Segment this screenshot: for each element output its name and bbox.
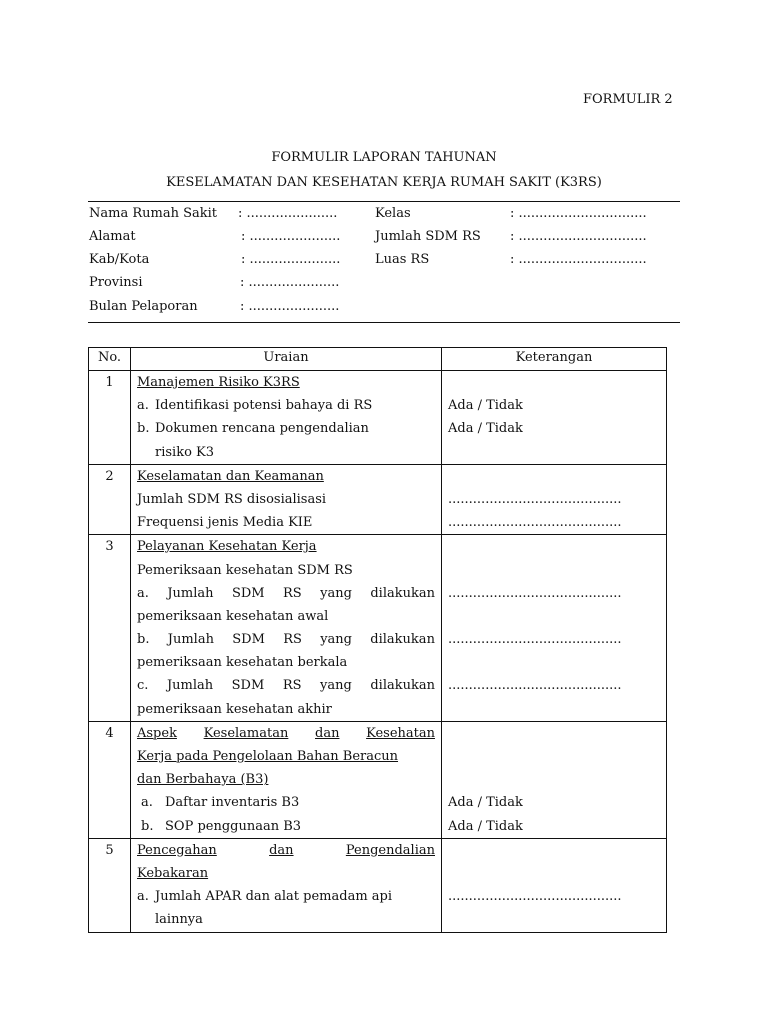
fill-dots[interactable]: .......................................... (448, 889, 622, 905)
report-table (88, 347, 667, 933)
nama-rs-field[interactable]: : ...................... (238, 206, 338, 221)
word: Jumlah (167, 632, 214, 648)
word: RS (282, 678, 302, 694)
provinsi-field[interactable]: : ...................... (240, 275, 340, 290)
word: Aspek (137, 725, 177, 741)
justified-line (137, 582, 435, 605)
word: Pencegahan (137, 842, 217, 858)
fill-dots[interactable]: .......................................... (448, 585, 622, 601)
kelas-field[interactable]: : ............................... (510, 206, 647, 221)
word: dilakukan (370, 632, 435, 648)
item-text: Identifikasi potensi bahaya di RS (155, 398, 373, 414)
word: RS (283, 632, 302, 648)
header-no: No. (89, 348, 131, 371)
item-marker: b. (141, 818, 154, 834)
kelas-label: Kelas (375, 206, 411, 221)
word: SDM (231, 585, 265, 601)
item-text-cont: risiko K3 (155, 444, 215, 460)
kab-kota-field[interactable]: : ...................... (241, 252, 341, 267)
jumlah-sdm-field[interactable]: : ............................... (510, 229, 647, 244)
word: Jumlah (166, 678, 214, 694)
word: yang (320, 632, 352, 648)
word: dilakukan (370, 585, 435, 601)
row-title (137, 722, 435, 745)
bottom-divider (88, 322, 680, 323)
alamat-label: Alamat (89, 229, 136, 244)
header-keterangan: Keterangan (442, 348, 667, 371)
fill-dots[interactable]: .......................................... (448, 632, 622, 648)
item-text: Jumlah APAR dan alat pemadam api (155, 889, 393, 905)
row-number: 3 (105, 539, 114, 555)
fill-dots[interactable]: .......................................... (448, 678, 622, 694)
item-marker: a. (137, 889, 149, 905)
row-title: Pelayanan Kesehatan Kerja (137, 539, 317, 555)
form-title: FORMULIR LAPORAN TAHUNAN (271, 150, 497, 165)
justified-line (137, 628, 435, 651)
jumlah-sdm-label: Jumlah SDM RS (375, 229, 481, 244)
form-code: FORMULIR 2 (583, 92, 673, 107)
item-text: Daftar inventaris B3 (165, 795, 300, 811)
justified-line (137, 674, 435, 697)
word: SDM (231, 678, 265, 694)
row-number: 2 (105, 468, 114, 484)
item-marker: a. (141, 795, 153, 811)
ada-tidak-choice[interactable]: Ada / Tidak (448, 795, 523, 811)
table-row (89, 371, 667, 465)
item-marker: c. (137, 678, 149, 694)
word: Kesehatan (366, 725, 435, 741)
item-text-cont: pemeriksaan kesehatan awal (137, 608, 329, 624)
row-number: 1 (105, 375, 114, 390)
word: SDM (232, 632, 265, 648)
bulan-field[interactable]: : ...................... (240, 299, 340, 314)
item-text-cont: lainnya (155, 912, 203, 928)
table-row (89, 535, 667, 722)
alamat-field[interactable]: : ...................... (241, 229, 341, 244)
top-divider (88, 201, 680, 202)
word: Jumlah (167, 585, 214, 601)
bulan-label: Bulan Pelaporan (89, 299, 198, 314)
table-row (89, 464, 667, 535)
item-text: Pemeriksaan kesehatan SDM RS (137, 562, 353, 578)
item-marker: b. (137, 632, 150, 648)
table-row (89, 838, 667, 932)
ada-tidak-choice[interactable]: Ada / Tidak (448, 818, 523, 834)
item-marker: b. (137, 421, 150, 437)
item-text: Jumlah SDM RS disosialisasi (137, 491, 327, 507)
item-marker: a. (137, 585, 149, 601)
word: yang (320, 585, 352, 601)
row-number: 5 (105, 842, 114, 858)
row-title-cont: Kerja pada Pengelolaan Bahan Beracun (137, 749, 399, 764)
form-subtitle: KESELAMATAN DAN KESEHATAN KERJA RUMAH SAKIT (K3RS) (166, 175, 602, 190)
word: Keselamatan (203, 725, 289, 741)
table-header-row (89, 348, 667, 371)
fill-dots[interactable]: .......................................... (448, 515, 622, 531)
item-text: Frequensi jenis Media KIE (137, 515, 313, 531)
table-row (89, 721, 667, 838)
item-marker: a. (137, 398, 149, 414)
row-title: Keselamatan dan Keamanan (137, 468, 324, 484)
row-title-cont: Kebakaran (137, 865, 209, 881)
row-title (137, 839, 435, 862)
word: Pengendalian (345, 842, 435, 858)
nama-rs-label: Nama Rumah Sakit (89, 206, 217, 221)
word: dilakukan (370, 678, 435, 694)
item-text: Dokumen rencana pengendalian (155, 421, 369, 437)
luas-field[interactable]: : ............................... (510, 252, 647, 267)
luas-label: Luas RS (375, 252, 430, 267)
item-text-cont: pemeriksaan kesehatan akhir (137, 701, 332, 717)
kab-kota-label: Kab/Kota (89, 252, 150, 267)
header-uraian: Uraian (131, 348, 442, 371)
word: RS (283, 585, 302, 601)
item-text-cont: pemeriksaan kesehatan berkala (137, 655, 348, 671)
row-number: 4 (105, 725, 114, 741)
provinsi-label: Provinsi (89, 275, 143, 290)
ada-tidak-choice[interactable]: Ada / Tidak (448, 398, 523, 414)
row-title: Manajemen Risiko K3RS (137, 375, 300, 390)
fill-dots[interactable]: .......................................... (448, 491, 622, 507)
row-title-cont: dan Berbahaya (B3) (137, 772, 269, 788)
ada-tidak-choice[interactable]: Ada / Tidak (448, 421, 523, 437)
item-text: SOP penggunaan B3 (165, 818, 302, 834)
word: dan (269, 842, 294, 858)
word: dan (315, 725, 340, 741)
word: yang (320, 678, 352, 694)
